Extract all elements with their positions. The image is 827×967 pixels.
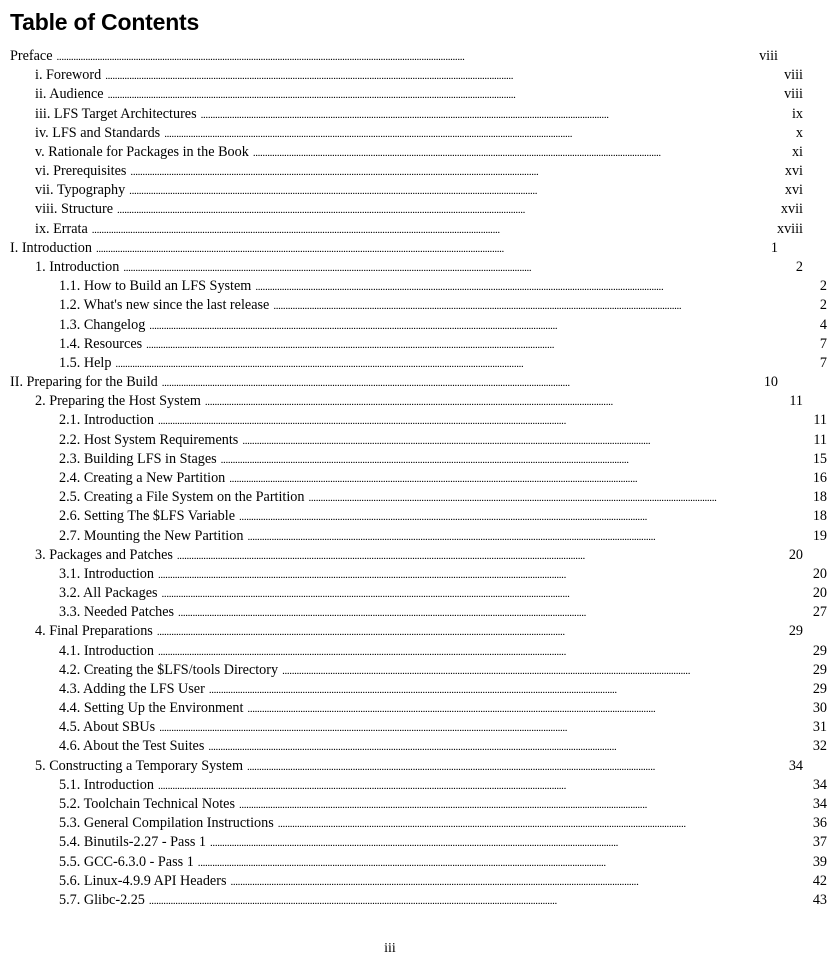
toc-entry-label[interactable]: 3.3. Needed Patches	[59, 604, 175, 621]
toc-entry-label[interactable]: v. Rationale for Packages in the Book	[35, 143, 249, 160]
toc-entry-page[interactable]: 43	[812, 891, 827, 908]
dot-leader	[57, 48, 756, 67]
toc-entry-page[interactable]: 30	[812, 700, 827, 717]
toc-entry-page[interactable]: 11	[813, 431, 827, 448]
dot-leader	[209, 681, 809, 700]
page-title: Table of Contents	[10, 9, 200, 35]
toc-entry[interactable]	[0, 143, 803, 162]
toc-entry-label[interactable]: 1.4. Resources	[59, 335, 143, 352]
toc-entry-label[interactable]: 1.3. Changelog	[59, 316, 146, 333]
toc-entry-page[interactable]: 29	[812, 680, 827, 697]
toc-entry-page[interactable]: 34	[788, 757, 803, 774]
toc-entry-page[interactable]: 2	[819, 278, 827, 295]
toc-entry-label[interactable]: 2. Preparing the Host System	[35, 393, 201, 410]
toc-entry[interactable]	[0, 220, 803, 239]
toc-entry[interactable]	[0, 66, 803, 85]
toc-entry-label[interactable]: 1. Introduction	[35, 258, 120, 275]
dot-leader	[108, 86, 781, 105]
toc-entry-page[interactable]: 42	[812, 872, 827, 889]
toc-entry[interactable]	[0, 776, 827, 795]
toc-entry[interactable]	[0, 565, 827, 584]
toc-entry[interactable]	[0, 622, 803, 641]
dot-leader	[208, 738, 808, 757]
toc-entry-label[interactable]: 4.2. Creating the $LFS/tools Directory	[59, 661, 279, 678]
toc-entry[interactable]	[0, 603, 827, 622]
toc-entry-page[interactable]: 1	[770, 239, 778, 256]
toc-entry-page[interactable]: 29	[812, 661, 827, 678]
dot-leader	[117, 201, 777, 220]
toc-entry[interactable]	[0, 162, 803, 181]
toc-entry-label[interactable]: II. Preparing for the Build	[10, 374, 158, 391]
toc-entry[interactable]	[0, 661, 827, 680]
toc-entry-page[interactable]: 18	[812, 489, 827, 506]
toc-entry-label[interactable]: 2.5. Creating a File System on the Partition	[59, 489, 305, 506]
dot-leader	[149, 892, 809, 911]
dot-leader	[158, 566, 809, 585]
toc-entry-page[interactable]: x	[795, 124, 803, 141]
toc-entry-label[interactable]: Preface	[10, 48, 53, 64]
toc-entry-page[interactable]: viii	[759, 48, 778, 64]
toc-entry-label[interactable]: 1.5. Help	[59, 354, 112, 371]
toc-entry[interactable]	[0, 488, 827, 507]
dot-leader	[282, 662, 809, 681]
toc-entry-page[interactable]: 29	[812, 642, 827, 659]
dot-leader	[247, 528, 808, 547]
toc-entry[interactable]	[0, 891, 827, 910]
toc-entry[interactable]	[0, 469, 827, 488]
dot-leader	[242, 432, 809, 451]
toc-entry-label[interactable]: 5.2. Toolchain Technical Notes	[59, 796, 235, 813]
dot-leader	[210, 834, 809, 853]
toc-entry-label[interactable]: vi. Prerequisites	[35, 163, 127, 180]
toc-entry-label[interactable]: 2.4. Creating a New Partition	[59, 469, 226, 486]
toc-entry-page[interactable]: 15	[812, 450, 827, 467]
toc-entry-label[interactable]: 3. Packages and Patches	[35, 546, 173, 563]
dot-leader	[158, 643, 809, 662]
toc-entry-label[interactable]: 4.4. Setting Up the Environment	[59, 700, 244, 717]
toc-entry-page[interactable]: xvii	[780, 201, 803, 218]
toc-entry[interactable]	[0, 335, 827, 354]
toc-entry-label[interactable]: 5.3. General Compilation Instructions	[59, 815, 274, 832]
toc-entry-page[interactable]: 20	[788, 546, 803, 563]
dot-leader	[247, 758, 785, 777]
toc-entry-label[interactable]: 2.6. Setting The $LFS Variable	[59, 508, 236, 525]
toc-entry-label[interactable]: 4. Final Preparations	[35, 623, 153, 640]
toc-entry[interactable]	[0, 47, 778, 66]
toc-entry-page[interactable]: 7	[819, 335, 827, 352]
dot-leader	[230, 873, 808, 892]
toc-entry-label[interactable]: iii. LFS Target Architectures	[35, 105, 197, 122]
toc-entry-page[interactable]: 32	[812, 738, 827, 755]
toc-entry[interactable]	[0, 296, 827, 315]
dot-leader	[229, 470, 809, 489]
toc-entry-page[interactable]: 31	[812, 719, 827, 736]
toc-entry[interactable]	[0, 277, 827, 296]
toc-entry-page[interactable]: 37	[812, 834, 827, 851]
toc-entry-page[interactable]: 11	[789, 393, 803, 410]
toc-entry-label[interactable]: 4.3. Adding the LFS User	[59, 680, 205, 697]
dot-leader	[162, 585, 809, 604]
dot-leader	[164, 125, 792, 144]
toc-entry-label[interactable]: 5.4. Binutils-2.27 - Pass 1	[59, 834, 207, 851]
toc-entry-page[interactable]: 34	[812, 796, 827, 813]
toc-entry[interactable]	[0, 431, 827, 450]
dot-leader	[253, 144, 788, 163]
toc-entry[interactable]	[0, 527, 827, 546]
toc-entry-label[interactable]: 3.2. All Packages	[59, 585, 158, 602]
toc-entry[interactable]	[0, 718, 827, 737]
toc-entry-page[interactable]: xi	[791, 143, 803, 160]
toc-entry[interactable]	[0, 853, 827, 872]
toc-entry-page[interactable]: viii	[784, 67, 803, 84]
toc-entry-label[interactable]: 2.3. Building LFS in Stages	[59, 450, 217, 467]
toc-entry-label[interactable]: 4.5. About SBUs	[59, 719, 156, 736]
toc-entry-label[interactable]: 5. Constructing a Temporary System	[35, 757, 243, 774]
toc-entry-label[interactable]: 1.2. What's new since the last release	[59, 297, 270, 314]
dot-leader	[159, 719, 809, 738]
dot-leader	[177, 547, 785, 566]
dot-leader	[96, 240, 767, 259]
toc-entry-page[interactable]: viii	[784, 86, 803, 103]
dot-leader	[278, 815, 809, 834]
toc-entry[interactable]	[0, 833, 827, 852]
toc-entry[interactable]	[0, 181, 803, 200]
toc-entry[interactable]	[0, 239, 778, 258]
dot-leader	[178, 604, 809, 623]
toc-entry[interactable]	[0, 411, 827, 430]
toc-entry-page[interactable]: 19	[812, 527, 827, 544]
toc-entry[interactable]	[0, 507, 827, 526]
toc-entry-page[interactable]: 7	[819, 354, 827, 371]
toc-entry-page[interactable]: 11	[813, 412, 827, 429]
toc-entry[interactable]	[0, 584, 827, 603]
toc-entry[interactable]	[0, 699, 827, 718]
toc-entry-label[interactable]: 4.6. About the Test Suites	[59, 738, 205, 755]
toc-entry[interactable]	[0, 392, 803, 411]
page-number: iii	[384, 941, 396, 956]
toc-entry-page[interactable]: 20	[812, 565, 827, 582]
dot-leader	[129, 182, 781, 201]
dot-leader	[92, 221, 773, 240]
dot-leader	[205, 393, 785, 412]
dot-leader	[309, 489, 809, 508]
toc-entry[interactable]	[0, 737, 827, 756]
toc-entry-page[interactable]: 16	[812, 469, 827, 486]
dot-leader	[221, 451, 809, 470]
toc-entry[interactable]	[0, 105, 803, 124]
toc-entry[interactable]	[0, 546, 803, 565]
dot-leader	[123, 259, 792, 278]
toc-entry-page[interactable]: 39	[812, 853, 827, 870]
toc-entry[interactable]	[0, 814, 827, 833]
toc-entry[interactable]	[0, 642, 827, 661]
toc-entry-label[interactable]: ii. Audience	[35, 86, 104, 103]
toc-entry[interactable]	[0, 85, 803, 104]
dot-leader	[201, 106, 788, 125]
dot-leader	[158, 777, 809, 796]
toc-entry-page[interactable]: 18	[812, 508, 827, 525]
dot-leader	[130, 163, 780, 182]
toc-entry-page[interactable]: 2	[795, 258, 803, 275]
dot-leader	[198, 854, 809, 873]
toc-entry-label[interactable]: viii. Structure	[35, 201, 114, 218]
toc-entry-page[interactable]: xvi	[784, 182, 803, 199]
toc-entry-label[interactable]: 4.1. Introduction	[59, 642, 154, 659]
toc-entry-page[interactable]: xviii	[776, 220, 803, 237]
toc-entry-page[interactable]: 10	[763, 374, 778, 391]
toc-entry[interactable]	[0, 316, 827, 335]
toc-entry-label[interactable]: I. Introduction	[10, 239, 92, 256]
dot-leader	[146, 336, 816, 355]
toc-entry[interactable]	[0, 450, 827, 469]
toc-entry[interactable]	[0, 373, 778, 392]
toc-entry-page[interactable]: 20	[812, 585, 827, 602]
toc-entry[interactable]	[0, 680, 827, 699]
toc-entry-label[interactable]: 5.5. GCC-6.3.0 - Pass 1	[59, 853, 194, 870]
toc-entry-page[interactable]: 2	[819, 297, 827, 314]
toc-entry-page[interactable]: ix	[791, 105, 803, 122]
toc-entry-page[interactable]: 27	[812, 604, 827, 621]
toc-entry-label[interactable]: 2.2. Host System Requirements	[59, 431, 239, 448]
toc-entry[interactable]	[0, 795, 827, 814]
dot-leader	[239, 508, 809, 527]
toc-entry-label[interactable]: ix. Errata	[35, 220, 88, 237]
toc-entry[interactable]	[0, 200, 803, 219]
toc-entry[interactable]	[0, 354, 827, 373]
toc-entry-label[interactable]: 5.6. Linux-4.9.9 API Headers	[59, 872, 227, 889]
toc-entry-page[interactable]: 34	[812, 776, 827, 793]
dot-leader	[149, 317, 816, 336]
toc-entry-label[interactable]: 5.1. Introduction	[59, 776, 154, 793]
toc-entry[interactable]	[0, 124, 803, 143]
toc-entry-label[interactable]: 1.1. How to Build an LFS System	[59, 278, 252, 295]
toc-entry[interactable]	[0, 258, 803, 277]
dot-leader	[157, 623, 785, 642]
toc-entry-page[interactable]: 4	[819, 316, 827, 333]
toc-entry-label[interactable]: 5.7. Glibc-2.25	[59, 891, 145, 908]
dot-leader	[115, 355, 815, 374]
toc-entry-label[interactable]: 2.7. Mounting the New Partition	[59, 527, 244, 544]
toc-entry-page[interactable]: xvi	[784, 163, 803, 180]
toc-entry-label[interactable]: iv. LFS and Standards	[35, 124, 161, 141]
toc-entry-page[interactable]: 29	[788, 623, 803, 640]
toc-entry-label[interactable]: 2.1. Introduction	[59, 412, 154, 429]
dot-leader	[239, 796, 809, 815]
toc-entry[interactable]	[0, 872, 827, 891]
toc-entry-label[interactable]: vii. Typography	[35, 182, 126, 199]
dot-leader	[273, 297, 816, 316]
toc-entry-page[interactable]: 36	[812, 815, 827, 832]
toc-entry-label[interactable]: 3.1. Introduction	[59, 565, 154, 582]
dot-leader	[255, 278, 816, 297]
toc-entry[interactable]	[0, 757, 803, 776]
toc-entry-label[interactable]: i. Foreword	[35, 67, 102, 84]
dot-leader	[105, 67, 780, 86]
dot-leader	[247, 700, 808, 719]
dot-leader	[162, 374, 760, 393]
dot-leader	[158, 412, 809, 431]
